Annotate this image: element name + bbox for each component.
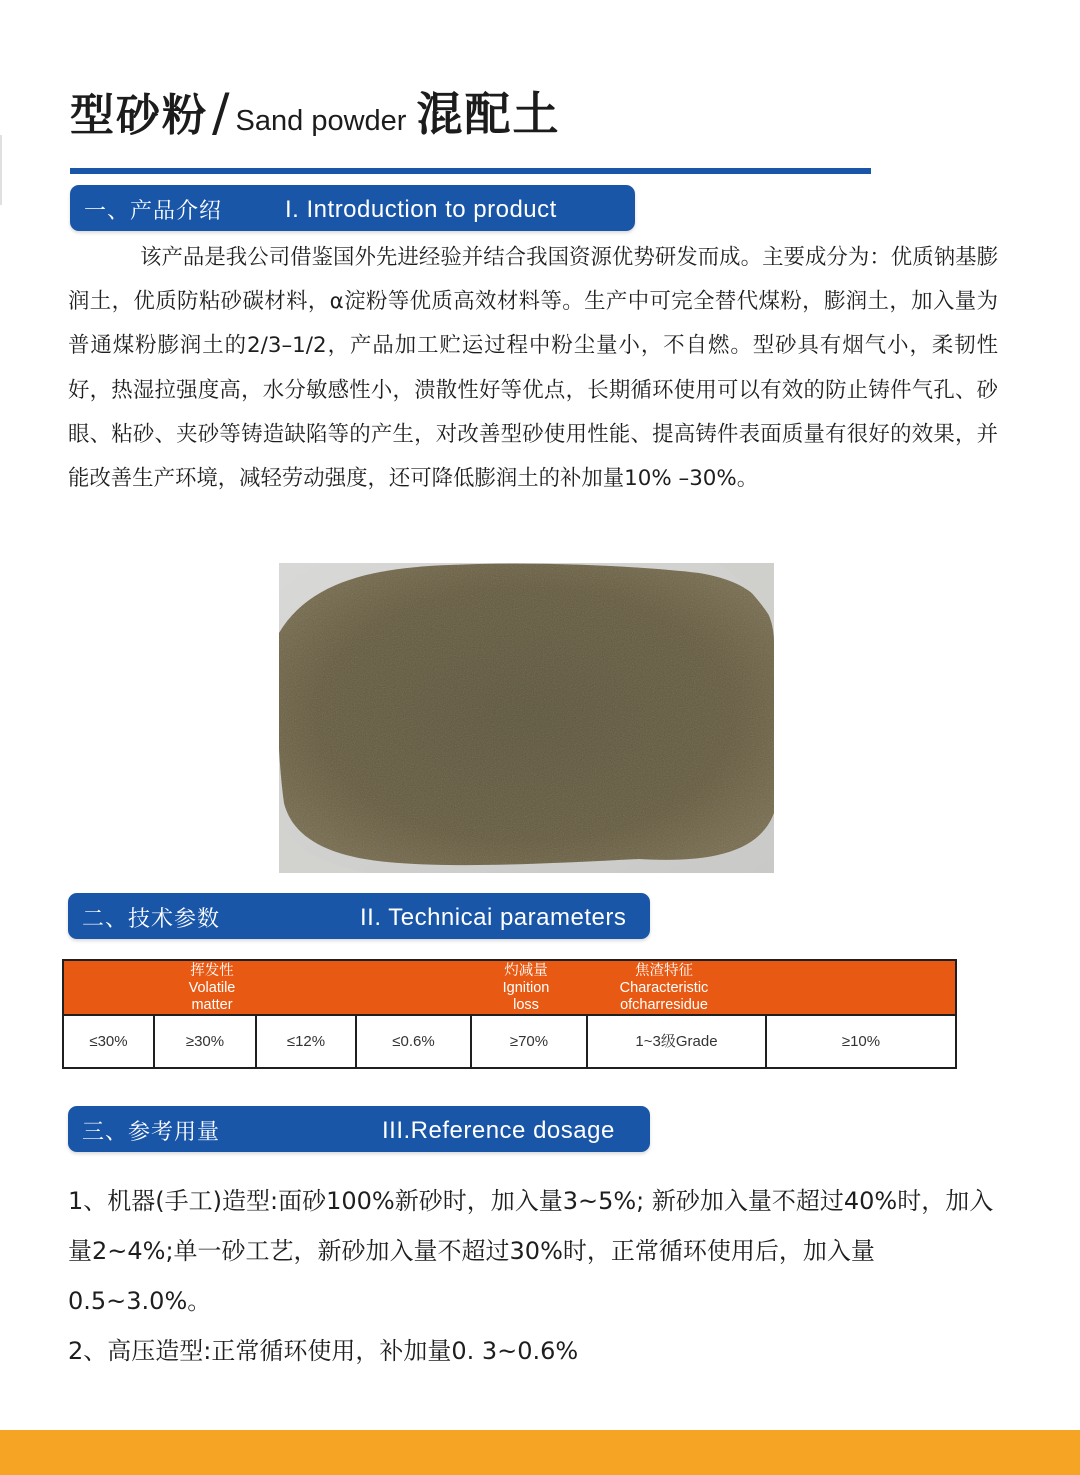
technical-parameters-table	[62, 959, 957, 1069]
header-en: Volatile	[188, 980, 236, 996]
dosage-item-1: 1、机器(手工)造型:面砂100%新砂时，加入量3~5%; 新砂加入量不超过40%时，加入量2~4%;单一砂工艺，新砂加入量不超过30%时，正常循环使用后，加入量0.5~3.0%。	[68, 1187, 994, 1315]
header-char-residue	[594, 963, 734, 1014]
title-chinese-subtitle: 混配土	[416, 87, 561, 141]
sand-powder-photo	[279, 563, 774, 873]
header-cn: 灼减量	[504, 963, 548, 979]
table-cell: ≤12%	[257, 1016, 357, 1067]
dosage-item-2: 2、高压造型:正常循环使用，补加量0. 3~0.6%	[68, 1337, 579, 1365]
header-en: loss	[513, 997, 539, 1013]
table-cell: ≥10%	[841, 1033, 881, 1050]
sand-powder-image	[279, 563, 774, 873]
header-cn: 挥发性	[190, 963, 234, 979]
table-cell: ≤30%	[64, 1016, 155, 1067]
title-slash: /	[212, 83, 230, 143]
footer-band	[0, 1430, 1080, 1475]
header-en: Characteristic	[619, 980, 709, 996]
section-header-introduction	[70, 185, 635, 231]
section-title-en: I. Introduction to product	[285, 196, 557, 223]
table-header-row	[64, 961, 955, 1016]
section-title-en: III.Reference dosage	[382, 1117, 615, 1144]
page-edge-mark	[0, 135, 2, 205]
table-cell: 1~3级Grade	[588, 1016, 767, 1067]
section-title-en: II. Technicai parameters	[360, 904, 627, 931]
section-title-cn: 一、产品介绍	[84, 199, 223, 224]
title-divider	[70, 168, 871, 174]
table-cell: ≥70%	[472, 1016, 588, 1067]
header-cn: 焦渣特征	[635, 963, 693, 979]
section-header-technical-parameters	[68, 893, 650, 939]
section-title-cn: 二、技术参数	[82, 907, 221, 932]
table-cell: ≥30%	[155, 1016, 257, 1067]
header-en: matter	[191, 997, 233, 1013]
title-chinese: 型砂粉	[70, 90, 208, 141]
page-title	[70, 78, 561, 143]
introduction-paragraph: 该产品是我公司借鉴国外先进经验并结合我国资源优势研发而成。主要成分为：优质钠基膨润土，优质防粘砂碳材料，α淀粉等优质高效材料等。生产中可完全替代煤粉，膨润土，加入量为普通煤粉膨润土的2/3–1/2，产品加工贮运过程中粉尘量小，不自燃。型砂具有烟气小，柔韧性好，热湿拉强度高，水分敏感性小，溃散性好等优点，长期循环使用可以有效的防止铸件气孔、砂眼、粘砂、夹砂等铸造缺陷等的产生，对改善型砂使用性能、提高铸件表面质量有很好的效果，并能改善生产环境，减轻劳动强度，还可降低膨润土的补加量10% –30%。	[68, 245, 998, 492]
title-english: Sand powder	[235, 105, 407, 137]
table-cell: ≤0.6%	[357, 1016, 472, 1067]
dosage-text	[68, 1176, 998, 1376]
introduction-text	[68, 236, 998, 501]
section-header-reference-dosage	[68, 1106, 650, 1152]
header-en: ofcharresidue	[620, 997, 708, 1013]
header-en: Ignition	[502, 980, 550, 996]
header-volatile-matter	[152, 963, 272, 1014]
table-value-row	[64, 1016, 955, 1067]
section-title-cn: 三、参考用量	[82, 1120, 221, 1145]
header-ignition-loss	[466, 963, 586, 1014]
